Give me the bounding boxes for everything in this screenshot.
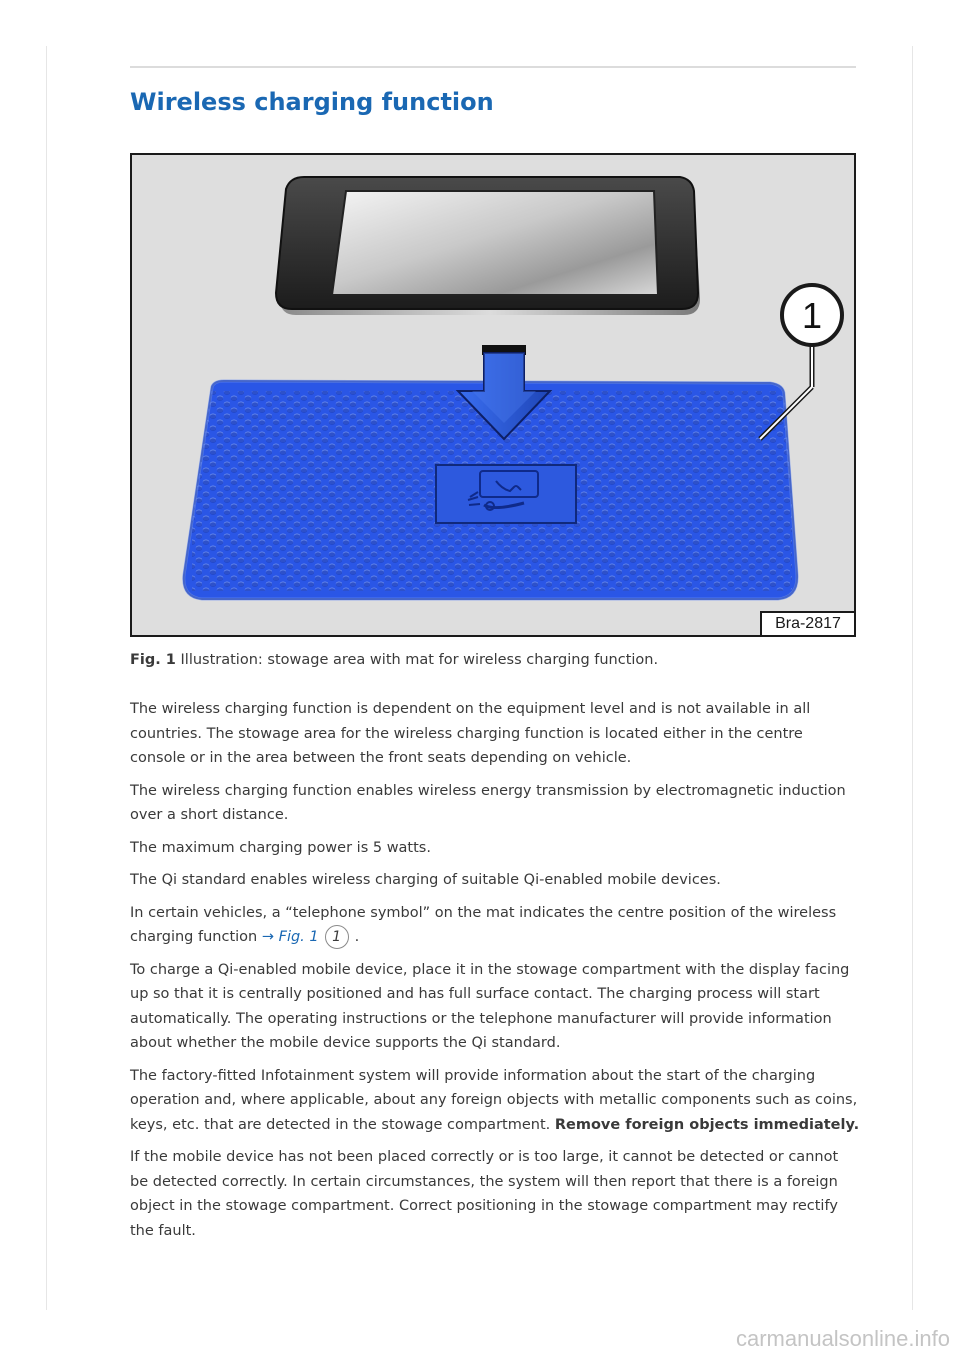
paragraph-end: . bbox=[354, 929, 360, 945]
telephone-symbol-panel bbox=[436, 465, 576, 523]
paragraph-qi-standard: The Qi standard enables wireless charging of suitable Qi-enabled mobile devices. bbox=[130, 872, 721, 888]
paragraph-availability: The wireless charging function is dependent on the equipment level and is not available in all countries. The stowage area for the wireless charging function is located either in the centre console or in the area between the front seats depending on vehicle. bbox=[130, 701, 811, 766]
header-rule bbox=[130, 66, 856, 68]
figure-reference-label: Fig. 1 bbox=[278, 929, 319, 945]
page-title: Wireless charging function bbox=[130, 88, 494, 116]
paragraph-positioning: If the mobile device has not been placed correctly or is too large, it cannot be detected or cannot be detected correctly. In certain circumstances, the system will then report that there is a foreign object in the stowage compartment. Correct positioning in the stowage compartment may rectify the fault. bbox=[130, 1149, 839, 1239]
arrow-right-icon: → bbox=[261, 929, 274, 945]
paragraph-foreign-objects bbox=[130, 1064, 860, 1138]
page-border-right bbox=[912, 46, 913, 1310]
paragraph-telephone-symbol bbox=[130, 901, 860, 950]
figure-caption bbox=[130, 652, 856, 668]
figure-cross-reference-link[interactable] bbox=[262, 929, 319, 945]
figure-reference-code: Bra-2817 bbox=[760, 611, 854, 635]
figure-illustration bbox=[130, 153, 856, 637]
illustration-svg bbox=[132, 155, 854, 635]
paragraph-induction: The wireless charging function enables wireless energy transmission by electromagnetic induction over a short distance. bbox=[130, 782, 846, 823]
mobile-phone-illustration bbox=[276, 177, 700, 315]
caption-text: Illustration: stowage area with mat for wireless charging function. bbox=[180, 652, 659, 668]
watermark: carmanualsonline.info bbox=[735, 1326, 950, 1351]
paragraph-charging-procedure: To charge a Qi-enabled mobile device, place it in the stowage compartment with the display facing up so that it is centrally positioned and has full surface contact. The charging process will start automatically. The operating instructions or the telephone manufacturer will provide information about whether the mobile device supports the Qi standard. bbox=[130, 961, 850, 1051]
callout-reference: 1 bbox=[325, 925, 349, 949]
paragraph-text: The factory-fitted Infotainment system will provide information about the start of the charging operation and, where applicable, about any foreign objects with metallic components such as coins, keys, etc. that are detected in the stowage compartment. bbox=[130, 1067, 858, 1133]
caption-label: Fig. 1 bbox=[130, 652, 176, 668]
paragraph-text: In certain vehicles, a “telephone symbol” on the mat indicates the centre position of the wireless charging function bbox=[130, 904, 837, 945]
body-text bbox=[130, 697, 860, 1251]
warning-emphasis: Remove foreign objects immediately. bbox=[554, 1116, 860, 1133]
callout-number: 1 bbox=[801, 295, 823, 336]
paragraph-power: The maximum charging power is 5 watts. bbox=[130, 839, 431, 856]
page-border-left bbox=[46, 46, 47, 1310]
